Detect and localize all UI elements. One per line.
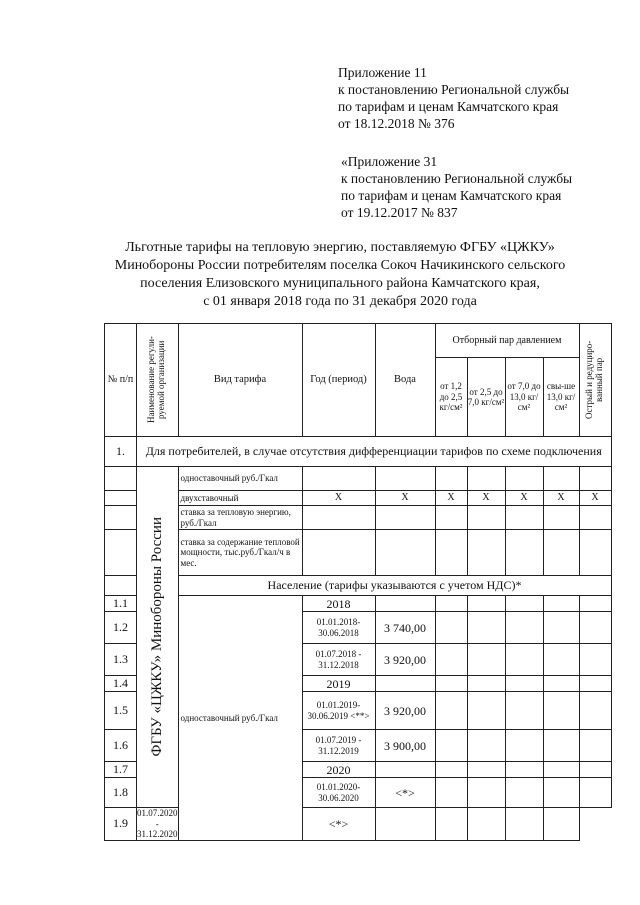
x-mark: X bbox=[435, 491, 467, 506]
header-steam: Отборный пар давлением bbox=[435, 324, 579, 358]
x-mark: X bbox=[579, 491, 611, 506]
title-line: с 01 января 2018 года по 31 декабря 2020 года bbox=[203, 294, 477, 309]
capacity-rate-label: ставка за содержание тепловой мощности, тыс.руб./Гкал/ч в мес. bbox=[178, 530, 302, 576]
row-num: 1.7 bbox=[105, 762, 137, 778]
title-line: Льготные тарифы на тепловую энергию, поставляемую ФГБУ «ЦЖКУ» bbox=[125, 240, 555, 255]
row-num: 1.3 bbox=[105, 644, 137, 676]
document-title bbox=[60, 239, 620, 311]
population-tariff-label: одноставочный руб./Гкал bbox=[178, 596, 302, 841]
value: 3 920,00 bbox=[375, 644, 435, 676]
period: 01.07.2018 - 31.12.2018 bbox=[302, 644, 375, 676]
section-title: Для потребителей, в случае отсутствия дифференциации тарифов по схеме подключения bbox=[137, 437, 612, 467]
empty-cell bbox=[105, 467, 137, 491]
header-pressure-1: от 1,2 до 2,5 кг/см² bbox=[435, 358, 467, 437]
two-rate-label: двухставочный bbox=[178, 491, 302, 506]
title-line: Минобороны России потребителям поселка Сокоч Начикинского сельского bbox=[114, 258, 566, 273]
header-water: Вода bbox=[375, 324, 435, 437]
x-mark: X bbox=[467, 491, 505, 506]
period: 2020 bbox=[302, 762, 375, 778]
period: 01.07.2020 - 31.12.2020 bbox=[137, 808, 178, 839]
value bbox=[375, 676, 435, 692]
x-mark: X bbox=[543, 491, 579, 506]
period: 01.01.2018-30.06.2018 bbox=[302, 612, 375, 644]
x-mark: X bbox=[302, 491, 375, 506]
row-num: 1.9 bbox=[105, 808, 137, 841]
row-num: 1.8 bbox=[105, 778, 137, 808]
header-pressure-2: от 2,5 до 7,0 кг/см² bbox=[467, 358, 505, 437]
appendix-31-block bbox=[341, 153, 572, 221]
tariff-table bbox=[104, 323, 612, 841]
population-header: Население (тарифы указываются с учетом НДС)* bbox=[178, 576, 611, 596]
x-mark: X bbox=[375, 491, 435, 506]
header-num: № п/п bbox=[105, 324, 137, 437]
value bbox=[375, 596, 435, 612]
header-org: Наименование регули-руемой организации bbox=[137, 324, 179, 437]
section-num: 1. bbox=[105, 437, 137, 467]
value: 3 900,00 bbox=[375, 730, 435, 762]
period: 2019 bbox=[302, 676, 375, 692]
row-num: 1.5 bbox=[105, 692, 137, 730]
period: 01.01.2019-30.06.2019 <**> bbox=[302, 692, 375, 730]
value: <*> bbox=[302, 808, 375, 841]
period: 01.01.2020-30.06.2020 bbox=[302, 778, 375, 808]
header-sharp-steam: Острый и редуциро-ванный пар bbox=[579, 324, 611, 437]
header-year: Год (период) bbox=[302, 324, 375, 437]
row-num: 1.4 bbox=[105, 676, 137, 692]
one-rate-label: одноставочный руб./Гкал bbox=[178, 467, 302, 491]
value bbox=[375, 762, 435, 778]
energy-rate-label: ставка за тепловую энергию, руб./Гкал bbox=[178, 506, 302, 530]
appendix-31-line: «Приложение 31 bbox=[341, 154, 438, 169]
title-line: поселения Елизовского муниципального района Камчатского края, bbox=[140, 276, 540, 291]
appendix-31-line: от 19.12.2017 № 837 bbox=[341, 205, 458, 220]
row-num: 1.1 bbox=[105, 596, 137, 612]
header-pressure-4: свы-ше 13,0 кг/см² bbox=[543, 358, 579, 437]
period: 2018 bbox=[302, 596, 375, 612]
appendix-11-line: от 18.12.2018 № 376 bbox=[338, 116, 455, 131]
row-num: 1.6 bbox=[105, 730, 137, 762]
appendix-31-line: по тарифам и ценам Камчатского края bbox=[341, 188, 562, 203]
header-tariff-type: Вид тарифа bbox=[178, 324, 302, 437]
appendix-31-line: к постановлению Региональной службы bbox=[341, 171, 573, 186]
x-mark: X bbox=[505, 491, 543, 506]
period: 01.07.2019 - 31.12.2019 bbox=[302, 730, 375, 762]
appendix-11-block bbox=[338, 64, 569, 132]
header-pressure-3: от 7,0 до 13,0 кг/см² bbox=[505, 358, 543, 437]
org-name: ФГБУ «ЦЖКУ» Минобороны России bbox=[137, 467, 179, 808]
appendix-11-line: Приложение 11 bbox=[338, 65, 427, 80]
appendix-11-line: по тарифам и ценам Камчатского края bbox=[338, 99, 559, 114]
row-num: 1.2 bbox=[105, 612, 137, 644]
value: <*> bbox=[375, 778, 435, 808]
value: 3 920,00 bbox=[375, 692, 435, 730]
value: 3 740,00 bbox=[375, 612, 435, 644]
appendix-11-line: к постановлению Региональной службы bbox=[338, 82, 570, 97]
